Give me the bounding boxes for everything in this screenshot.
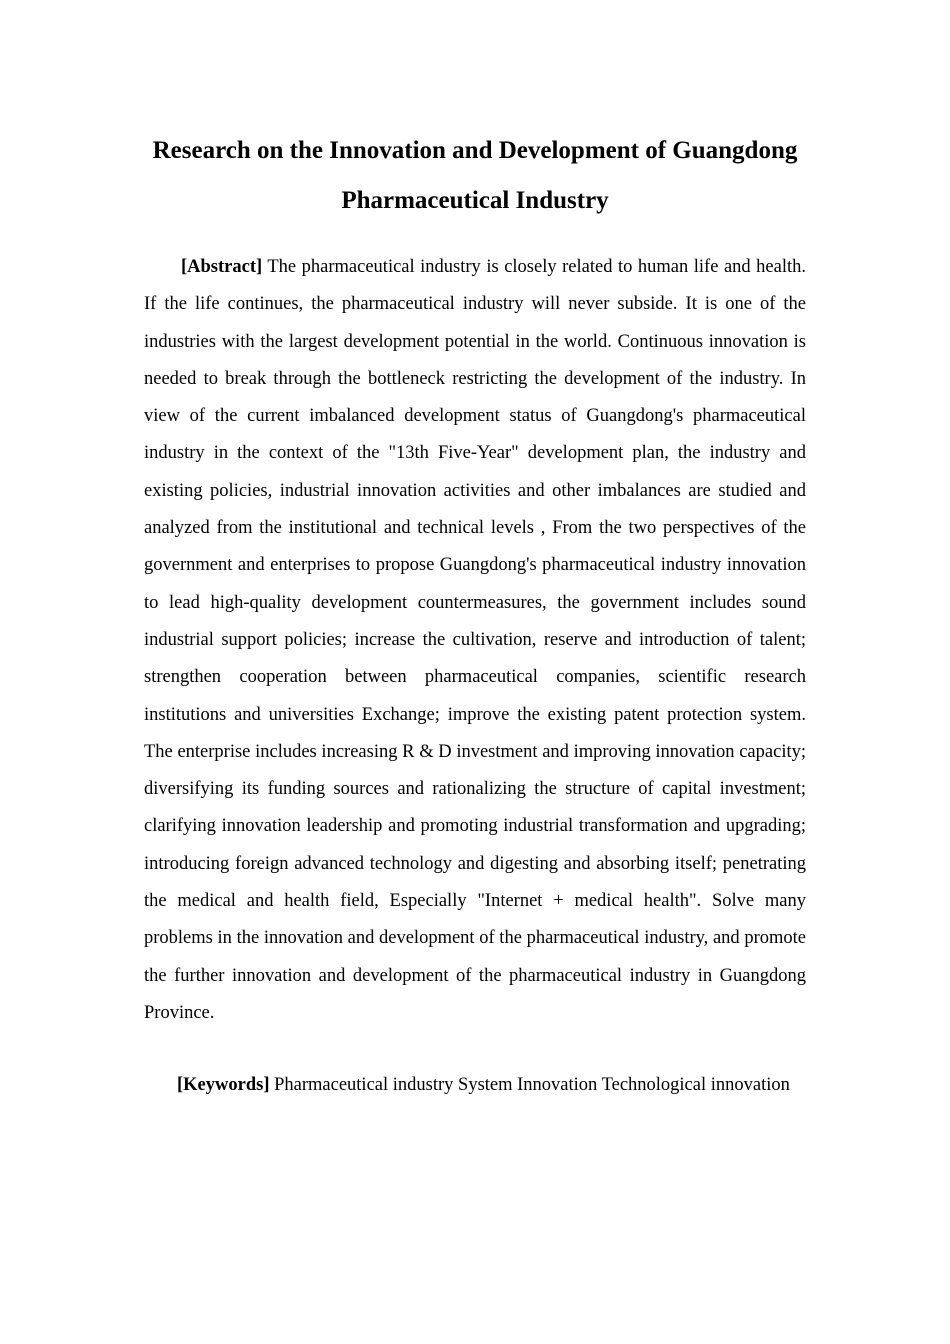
abstract-text: The pharmaceutical industry is closely related to human life and health. If the life continues, the pharmaceutical industry will never subside. It is one of the industries with the largest development potential in the world. Continuous innovation is needed to break through the bottleneck restricting the development of the industry. In view of the current imbalanced development status of Guangdong's pharmaceutical industry in the context of the "13th Five-Year" development plan, the industry and existing policies, industrial innovation activities and other imbalances are studied and analyzed from the institutional and technical levels , From the two perspectives of the government and enterprises to propose Guangdong's pharmaceutical industry innovation to lead high-quality development countermeasures, the government includes sound industrial support policies; increase the cultivation, reserve and introduction of talent; strengthen cooperation between pharmaceutical companies, scientific research institutions and universities Exchange; improve the existing patent protection system. The enterprise includes increasing R & D investment and improving innovation capacity; diversifying its funding sources and rationalizing the structure of capital investment; clarifying innovation leadership and promoting industrial transformation and upgrading; introducing foreign advanced technology and digesting and absorbing itself; penetrating the medical and health field, Especially "Internet + medical health". Solve many problems in the innovation and development of the pharmaceutical industry, and promote the further innovation and development of the pharmaceutical industry in Guangdong Province. xyxy=(144,257,807,1023)
abstract-label: [Abstract] xyxy=(181,257,263,277)
title-line-1: Research on the Innovation and Development of Guangdong xyxy=(152,137,798,164)
abstract-paragraph xyxy=(144,249,806,1032)
keyword-item: System Innovation xyxy=(458,1075,598,1096)
keyword-item: Technological innovation xyxy=(601,1075,790,1096)
keywords-paragraph xyxy=(144,1067,806,1104)
keywords-label: [Keywords] xyxy=(177,1075,270,1096)
keyword-item: Pharmaceutical industry xyxy=(274,1075,454,1096)
document-page xyxy=(144,126,806,1105)
title-line-2: Pharmaceutical Industry xyxy=(341,187,609,214)
document-title xyxy=(144,126,806,226)
